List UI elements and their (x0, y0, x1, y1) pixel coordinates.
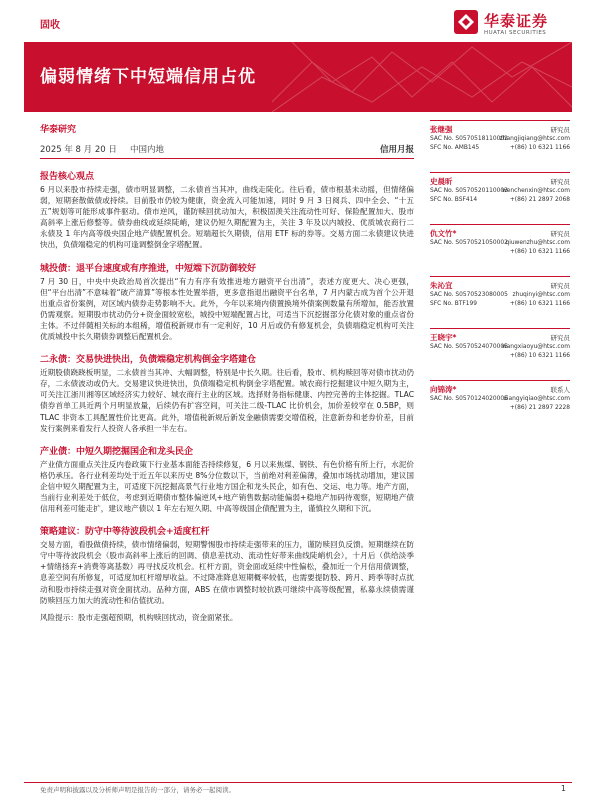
analyst-name: 朱沁宜 (430, 281, 453, 290)
main-column (40, 118, 414, 623)
section-heading: 城投债：退平台速度或有序推进，中短端下沉防御较好 (40, 263, 257, 274)
section-heading: 报告核心观点 (40, 172, 95, 182)
analyst-sidebar (430, 120, 570, 432)
analyst-email[interactable]: zhangjiqiang@htsc.com (499, 136, 570, 142)
page-footer (24, 782, 572, 796)
analyst-email[interactable]: qiuwenzhu@htsc.com (505, 240, 570, 246)
analyst-phone: +(86) 10 6321 1166 (509, 301, 570, 307)
analyst-role: 研究员 (550, 230, 570, 238)
analyst-sac: SAC No. S0570523080005 (430, 292, 508, 298)
paragraph: 交易方面，看股做债持续，债市情绪偏弱，短期警惕股市持续走强带来的压力，谨防赎回负反馈。短期继续在防守中等待波段机会（股市高斜率上涨后的回调、债息差扰动、流动性好带来曲线陡峭机会），十月后（供给淡季+情绪扬弃+消费等离基数）再寻找反攻机会。杠杆方面，资金面或延续中性偏松，叠加近一个月信用债调整，息差空间有所修复，可适度加杠杆增厚收益。不过降准降息短期概率较低，也需要提防股、跨月、跨季等时点扰动和股市持续走强对资金面扰动。品种方面，ABS 在债市调整时较抗跌可继续中高等级配置，私募永续债需谨防赎回压力加大的流动性和估值扰动。 (40, 540, 414, 605)
analyst-name: 张继强 (430, 125, 453, 134)
footer-disclaimer: 免责声明和披露以及分析师声明是报告的一部分，请务必一起阅读。 (40, 786, 235, 794)
analyst-sfc: SFC No. AMB145 (430, 145, 480, 151)
analyst-sac: SAC No. S0570518110002 (430, 136, 508, 142)
analyst-phone: +(86) 21 2897 2068 (509, 197, 570, 203)
analyst-card (430, 172, 570, 224)
analyst-email[interactable]: wenchenxin@htsc.com (501, 188, 570, 194)
analyst-card (430, 380, 570, 432)
section-risk (40, 612, 414, 623)
analyst-email[interactable]: zhuqinyi@htsc.com (512, 292, 570, 298)
page-number: 1 (560, 784, 566, 793)
analyst-role: 研究员 (550, 334, 570, 342)
section-tag: 固收 (40, 20, 60, 31)
analyst-phone: +(86) 10 6321 1166 (509, 249, 570, 255)
analyst-role: 联系人 (550, 386, 570, 394)
section-heading: 二永债：交易快进快出，负债端稳定机构倒金字塔建仓 (40, 355, 257, 366)
report-date: 2025 年 8 月 20 日 (40, 145, 117, 155)
section-strategy (40, 524, 414, 606)
analyst-card (430, 328, 570, 380)
analyst-phone: +(86) 10 6321 1166 (509, 145, 570, 151)
report-type: 信用月报 (379, 145, 414, 155)
section-chengtou (40, 261, 414, 343)
analyst-sac: SAC No. S0570521050002 (430, 240, 508, 246)
analyst-sfc: SFC No. BTF199 (430, 301, 478, 307)
paragraph: 7 月 30 日，中央中央政治局首次提出“有力有序有效推进地方融资平台出清”，表述方度更大、决心更强，但“平台出清”不意味着“破产清算”等根本性处置举措，更多意指退出融资平台名单，7 月内蒙古成为首个公开退出重点省份案例，对区域内债券走势影响不大。此外，今年以来境内债置换境外债案例数量有所增加，能否放置仍需观察。短期股市扰动仍分+资金面较宽松，城投中短端配置占比，可适当下沉挖掘部分化债对象的重点省份主体。不过伴随相关标的本组稀，增值税新规市有一定利好，10 月后或仍有修复机会，负债端稳定机构可关注优质城投中长久期债券调整后配置机会。 (40, 276, 414, 342)
firm-name: 华泰研究 (40, 125, 77, 135)
paragraph: 6 月以来股市持续走强，债市明显调整，二永债首当其冲，曲线走陡化。往后看，债市根基未动摇，但情绪偏弱，短期套散做债或持续。目前股市仍较为健康，资金流入可能加速，同时 9 月 3 日阅兵、四中全会、“十五五”规划等可能形成事件驱动。债市逆风，谨防赎回扰动加大，积极固羡关注流动性可好、保险配置加大、股市高斜率上涨后修整等。债券曲线或延续陡峭，建议仍短久期配置为主，关注 3 年及以内城投、优质城农商行二永债及 1 年内高等级央国企地产债配置机会。短端超长久期债，信用 ETF 标的券等。交易方面二永债建议快进快出，负债端稳定的机构可逢调整倒金字塔配置。 (40, 185, 414, 250)
analyst-sfc: SFC No. BSF414 (430, 197, 478, 203)
analyst-sac: SAC No. S0570520110003 (430, 188, 508, 194)
analyst-sac: SAC No. S0570124020005 (430, 396, 508, 402)
logo-mark-icon (454, 10, 478, 34)
analyst-name: 王晓宇* (430, 333, 457, 342)
section-chanye (40, 444, 414, 514)
analyst-sac: SAC No. S0570524070005 (430, 344, 508, 350)
analyst-phone: +(86) 21 2897 2228 (509, 405, 570, 411)
analyst-card (430, 120, 570, 172)
analyst-card (430, 224, 570, 276)
logo-text-cn: 华泰证券 (484, 12, 549, 30)
analyst-role: 研究员 (550, 126, 570, 134)
risk-warning: 风险提示：股市走强超预期，机构赎回扰动，资金面紧张。 (40, 612, 238, 622)
report-title: 偏弱情绪下中短端信用占优 (40, 67, 256, 87)
report-region: 中国内地 (130, 145, 165, 155)
title-banner (24, 42, 572, 112)
meta-row (40, 141, 414, 159)
section-heading: 产业债：中短久期挖掘国企和龙头民企 (40, 446, 194, 457)
company-logo (454, 6, 574, 42)
banner-pattern (272, 42, 572, 112)
section-summary (40, 169, 414, 251)
analyst-name: 仇文竹* (430, 229, 457, 238)
analyst-name: 向锦涛* (430, 385, 457, 394)
analyst-email[interactable]: xiangyiqiao@htsc.com (503, 396, 570, 402)
section-heading: 策略建议：防守中等待波段机会+适度杠杆 (40, 527, 210, 538)
paragraph: 产业债方面重点关注反内卷政策下行业基本面能否持续修复，6 月以来焦煤、钢铁、有色价格有所上行，水泥价格仍承压。各行业利差均处于近五年以来历史 8%分位数以下，当前绝对利差偏薄，叠加市场扰动增加，建议国企信中短久期配置为主，可适度下沉挖掘高景气行业地方国企和龙头民企，如有色、交运、电力等。地产方面，当前行业利差处于低位，考虑到近期债市整体偏逆风+地产销售数据动能偏弱+稳地产加码待观察，短期地产债信用利差可能走扩，建议地产债以 1 年左右短久期、中高等级国企债配置为主，谨慎拉久期和下沉。 (40, 459, 414, 514)
analyst-role: 研究员 (550, 282, 570, 290)
paragraph: 近期股债跷跷板明显，二永债首当其冲、大幅调整，特别是中长久期。往后看，股市、机构赎回等对债市扰动仍存，二永债波动或仍大。交易建议快进快出，负债端稳定机构倒金字塔配置。城农商行挖掘建议中短久期为主，可关注江浙川湘等区域经济实力较好、城农商行主业的区域。选择财务指标健康、内控完善的主体挖掘。TLAC 债券首单工具近两个月明显放量，后续仍有扩容空间，可关注二级-TLAC 比价机会，加价差较窄在 0.5BP，则 TLAC 非资本工具配置性价比更高。此外，增值税新规后新发金融债需要交增值税，注意新券和老券价差，目前发行案例来看发行人投资人各承担一半左右。 (40, 368, 414, 433)
section-eryong (40, 352, 414, 434)
analyst-role: 研究员 (550, 178, 570, 186)
analyst-email[interactable]: wangxiaoyu@htsc.com (501, 344, 570, 350)
analyst-phone: +(86) 10 6321 1166 (509, 353, 570, 359)
analyst-name: 史晨昕 (430, 177, 453, 186)
logo-text-en: HUATAI SECURITIES (484, 30, 547, 36)
analyst-card (430, 276, 570, 328)
